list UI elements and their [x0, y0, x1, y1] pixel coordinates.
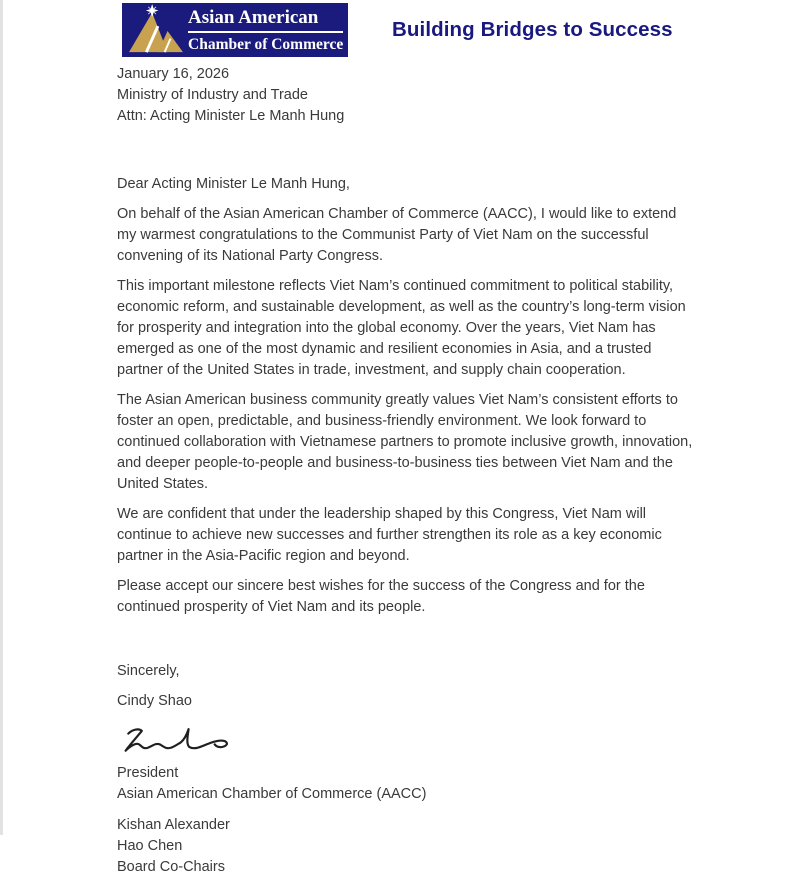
date-line: January 16, 2026 — [117, 66, 230, 82]
paragraph-3: The Asian American business community greatly values Viet Nam’s consistent efforts to foster an open, predictable, and business-friendly environment. We look forward to continued collaboration with Vietnamese partners to promote inclusive growth, innovation, and deeper people-to-people and business-to-business ties between Viet Nam and the United States. — [117, 392, 693, 492]
logo-org-name: Asian American — [188, 8, 343, 33]
brand-tagline: Building Bridges to Success — [392, 18, 673, 41]
logo-text-block — [188, 8, 343, 53]
paragraph-2: This important milestone reflects Viet Nam’s continued commitment to political stability, economic reform, and sustainable development, as well as the country’s long-term vision for prosperity and integration into the global economy. Over the years, Viet Nam has emerged as one of the most dynamic and resilient economies in Asia, and a trusted partner of the United States in trade, investment, and supply chain cooperation. — [117, 278, 686, 378]
letter-body — [117, 64, 693, 878]
logo-org-subname: Chamber of Commerce — [188, 35, 344, 53]
paragraph-5: Please accept our sincere best wishes for the success of the Congress and for the continued prosperity of Viet Nam and its people. — [117, 578, 645, 615]
paragraph-1: On behalf of the Asian American Chamber of Commerce (AACC), I would like to extend my warmest congratulations to the Communist Party of Viet Nam on the successful convening of its National Party Congress. — [117, 206, 677, 264]
closing-sincerely: Sincerely, — [117, 663, 180, 679]
signer-organization: Asian American Chamber of Commerce (AACC) — [117, 786, 427, 802]
aacc-logo — [122, 3, 348, 57]
cochair-name-2: Hao Chen — [117, 838, 183, 854]
recipient-attn-line: Attn: Acting Minister Le Manh Hung — [117, 108, 345, 124]
paragraph-4: We are confident that under the leadership shaped by this Congress, Viet Nam will continue to achieve new successes and further strengthen its role as a key economic partner in the Asia-Pacific region and beyond. — [117, 506, 662, 564]
page-left-edge — [0, 0, 3, 835]
cochair-role: Board Co-Chairs — [117, 859, 225, 875]
signature-image — [117, 721, 693, 757]
signer-name: Cindy Shao — [117, 693, 192, 709]
recipient-org-line: Ministry of Industry and Trade — [117, 87, 308, 103]
pyramid-logo-icon — [125, 4, 187, 56]
cochairs-block — [117, 815, 693, 878]
cochair-name-1: Kishan Alexander — [117, 817, 230, 833]
signer-title: President — [117, 765, 179, 781]
salutation: Dear Acting Minister Le Manh Hung, — [117, 176, 350, 192]
brand-header — [122, 3, 673, 57]
